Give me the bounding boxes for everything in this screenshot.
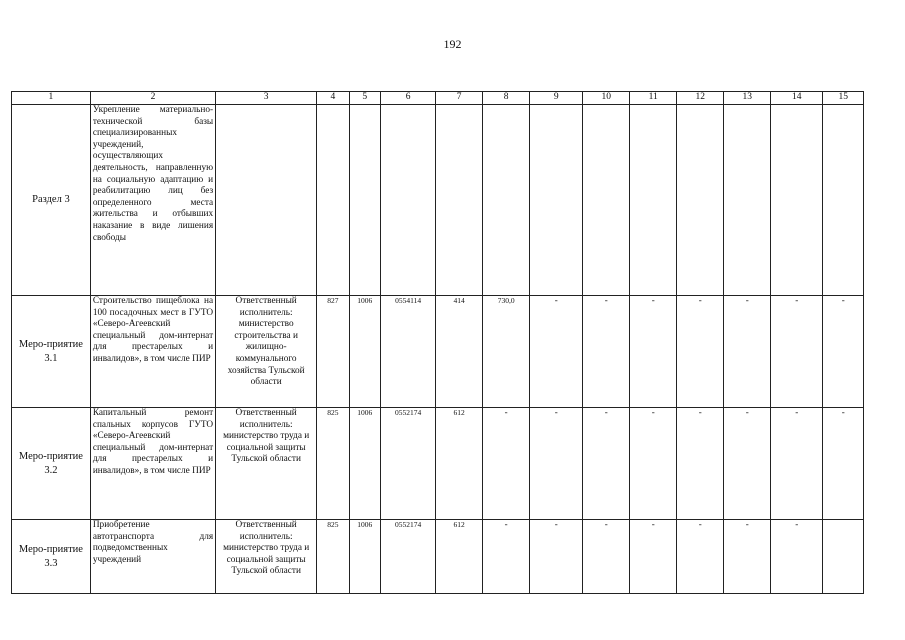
cell-c7: 612 xyxy=(436,408,482,520)
row-description: Капитальный ремонт спальных корпусов ГУТО «Северо-Агеевский специальный дом-интернат для престарелых и инвалидов», в том числе ПИР xyxy=(90,408,215,520)
cell-c8: - xyxy=(482,520,530,594)
cell-c9: - xyxy=(530,408,583,520)
row-description: Укрепление материально-технической базы специализированных учреждений, осуществляющих деятельность, направленную на социальную адаптацию и реабилитацию лиц без определенного места жительства и отбывших наказание в виде лишения свободы xyxy=(90,105,215,296)
cell-c13: - xyxy=(724,296,770,408)
cell-c15: - xyxy=(823,296,864,408)
cell-c6: 0552174 xyxy=(380,408,436,520)
row-responsible: Ответственный исполнитель: министерство строительства и жилищно-коммунального хозяйства Тульской области xyxy=(216,296,317,408)
cell-c11: - xyxy=(630,408,676,520)
cell-c5: 1006 xyxy=(349,296,380,408)
cell-c8: - xyxy=(482,408,530,520)
row-description: Строительство пищеблока на 100 посадочных мест в ГУТО «Северо-Агеевский специальный дом-интернат для престарелых и инвалидов», в том числе ПИР xyxy=(90,296,215,408)
cell-c10: - xyxy=(582,408,630,520)
cell-c5: 1006 xyxy=(349,408,380,520)
column-header: 1 xyxy=(12,92,91,105)
cell-c15 xyxy=(823,105,864,296)
row-responsible xyxy=(216,105,317,296)
column-header: 9 xyxy=(530,92,583,105)
column-header: 13 xyxy=(724,92,770,105)
row-responsible: Ответственный исполнитель: министерство труда и социальной защиты Тульской области xyxy=(216,520,317,594)
program-table xyxy=(11,91,864,594)
table-row xyxy=(12,408,864,520)
cell-c10: - xyxy=(582,520,630,594)
cell-c12: - xyxy=(676,520,724,594)
column-header: 8 xyxy=(482,92,530,105)
cell-c10 xyxy=(582,105,630,296)
cell-c12 xyxy=(676,105,724,296)
cell-c4 xyxy=(317,105,349,296)
row-responsible: Ответственный исполнитель: министерство труда и социальной защиты Тульской области xyxy=(216,408,317,520)
column-header: 2 xyxy=(90,92,215,105)
cell-c14 xyxy=(770,105,823,296)
cell-c9 xyxy=(530,105,583,296)
table-row xyxy=(12,296,864,408)
column-header: 4 xyxy=(317,92,349,105)
cell-c5: 1006 xyxy=(349,520,380,594)
cell-c8 xyxy=(482,105,530,296)
cell-c9: - xyxy=(530,520,583,594)
row-label: Меро-приятие 3.2 xyxy=(12,408,91,520)
cell-c9: - xyxy=(530,296,583,408)
column-header: 14 xyxy=(770,92,823,105)
row-label: Меро-приятие 3.3 xyxy=(12,520,91,594)
cell-c15 xyxy=(823,520,864,594)
cell-c6: 0552174 xyxy=(380,520,436,594)
cell-c15: - xyxy=(823,408,864,520)
table-row xyxy=(12,520,864,594)
column-header: 7 xyxy=(436,92,482,105)
cell-c7: 612 xyxy=(436,520,482,594)
cell-c6: 0554114 xyxy=(380,296,436,408)
cell-c13: - xyxy=(724,408,770,520)
header-row xyxy=(12,92,864,105)
cell-c13: - xyxy=(724,520,770,594)
cell-c5 xyxy=(349,105,380,296)
cell-c12: - xyxy=(676,408,724,520)
column-header: 5 xyxy=(349,92,380,105)
cell-c4: 825 xyxy=(317,520,349,594)
column-header: 12 xyxy=(676,92,724,105)
cell-c13 xyxy=(724,105,770,296)
row-description: Приобретение автотранспорта для подведомственных учреждений xyxy=(90,520,215,594)
column-header: 10 xyxy=(582,92,630,105)
column-header: 6 xyxy=(380,92,436,105)
column-header: 15 xyxy=(823,92,864,105)
cell-c7 xyxy=(436,105,482,296)
cell-c4: 825 xyxy=(317,408,349,520)
cell-c14: - xyxy=(770,296,823,408)
row-label: Меро-приятие 3.1 xyxy=(12,296,91,408)
cell-c8: 730,0 xyxy=(482,296,530,408)
page-number: 192 xyxy=(443,37,462,51)
cell-c14: - xyxy=(770,408,823,520)
cell-c14: - xyxy=(770,520,823,594)
column-header: 3 xyxy=(216,92,317,105)
cell-c11: - xyxy=(630,520,676,594)
row-label: Раздел 3 xyxy=(12,105,91,296)
table-row xyxy=(12,105,864,296)
cell-c7: 414 xyxy=(436,296,482,408)
cell-c11: - xyxy=(630,296,676,408)
cell-c12: - xyxy=(676,296,724,408)
cell-c6 xyxy=(380,105,436,296)
column-header: 11 xyxy=(630,92,676,105)
cell-c11 xyxy=(630,105,676,296)
cell-c10: - xyxy=(582,296,630,408)
cell-c4: 827 xyxy=(317,296,349,408)
